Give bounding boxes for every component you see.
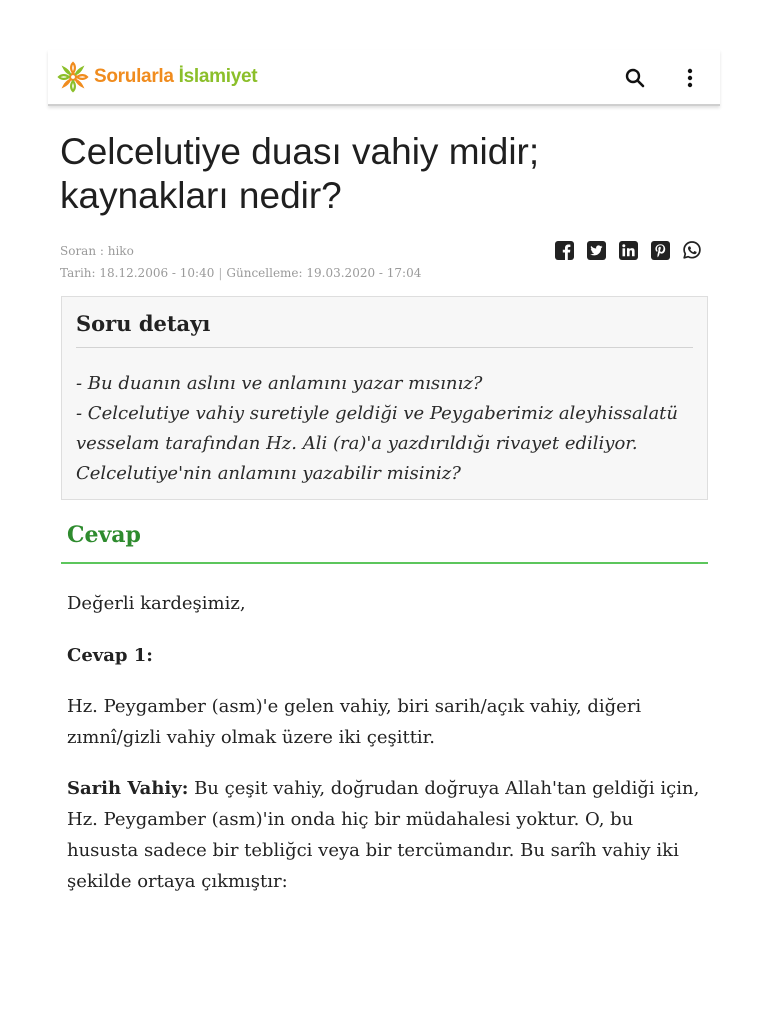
answer-greeting: Değerli kardeşimiz, xyxy=(67,593,246,614)
question-updated: Güncelleme: 19.03.2020 - 17:04 xyxy=(226,266,422,280)
search-icon xyxy=(625,68,645,88)
logo-flower-icon xyxy=(56,60,90,94)
answer-paragraph-2-label: Sarih Vahiy: xyxy=(67,778,189,799)
answer-paragraph-1: Hz. Peygamber (asm)'e gelen vahiy, biri sarih/açık vahiy, diğeri zımnî/gizli vahiy olmak üzere iki çeşittir. xyxy=(67,696,642,748)
meta-separator: | xyxy=(218,266,223,280)
facebook-icon xyxy=(555,241,574,260)
site-logo[interactable] xyxy=(56,60,257,94)
question-dates xyxy=(60,266,421,280)
question-detail-divider xyxy=(76,347,693,348)
logo-text-part1: Sorularla xyxy=(94,66,174,87)
question-detail-line2: - Celcelutiye vahiy suretiyle geldiği ve Peygaberimiz aleyhissalatü vesselam tarafından Hz. Ali (ra)'a yazdırıldığı rivayet ediliyor. Celcelutiye'nin anlamını yazabilir misiniz? xyxy=(76,403,678,484)
question-detail-heading: Soru detayı xyxy=(76,311,211,336)
site-header xyxy=(48,50,720,106)
pinterest-icon xyxy=(651,241,670,260)
page-title: Celcelutiye duası vahiy midir; kaynakları nedir? xyxy=(60,131,540,216)
answer-paragraph-2 xyxy=(67,773,707,897)
answer-subheading: Cevap 1: xyxy=(67,645,153,666)
share-whatsapp-button[interactable] xyxy=(682,240,702,260)
search-button[interactable] xyxy=(621,64,649,92)
question-date: Tarih: 18.12.2006 - 10:40 xyxy=(60,266,215,280)
question-asker: Soran : hiko xyxy=(60,244,134,258)
whatsapp-icon xyxy=(682,240,702,260)
logo-wordmark xyxy=(94,66,257,88)
linkedin-icon xyxy=(619,241,638,260)
twitter-icon xyxy=(587,241,606,260)
share-facebook-button[interactable] xyxy=(554,240,574,260)
question-detail-box xyxy=(61,296,708,500)
share-pinterest-button[interactable] xyxy=(650,240,670,260)
more-menu-button[interactable] xyxy=(676,64,704,92)
answer-paragraph-2-text: Bu çeşit vahiy, doğrudan doğruya Allah'tan geldiği için, Hz. Peygamber (asm)'in onda hiç bir müdahalesi yoktur. O, bu hususta sadece bir tebliğci veya bir tercümandır. Bu sarîh vahiy iki şekilde ortaya çıkmıştır: xyxy=(67,778,700,892)
share-twitter-button[interactable] xyxy=(586,240,606,260)
question-detail-text xyxy=(76,369,696,489)
more-vertical-icon xyxy=(687,68,693,88)
question-detail-line1: - Bu duanın aslını ve anlamını yazar mısınız? xyxy=(76,373,483,394)
logo-text-part2: İslamiyet xyxy=(178,66,258,87)
answer-divider xyxy=(61,562,708,564)
answer-heading: Cevap xyxy=(67,522,141,548)
share-linkedin-button[interactable] xyxy=(618,240,638,260)
share-bar xyxy=(554,240,702,260)
